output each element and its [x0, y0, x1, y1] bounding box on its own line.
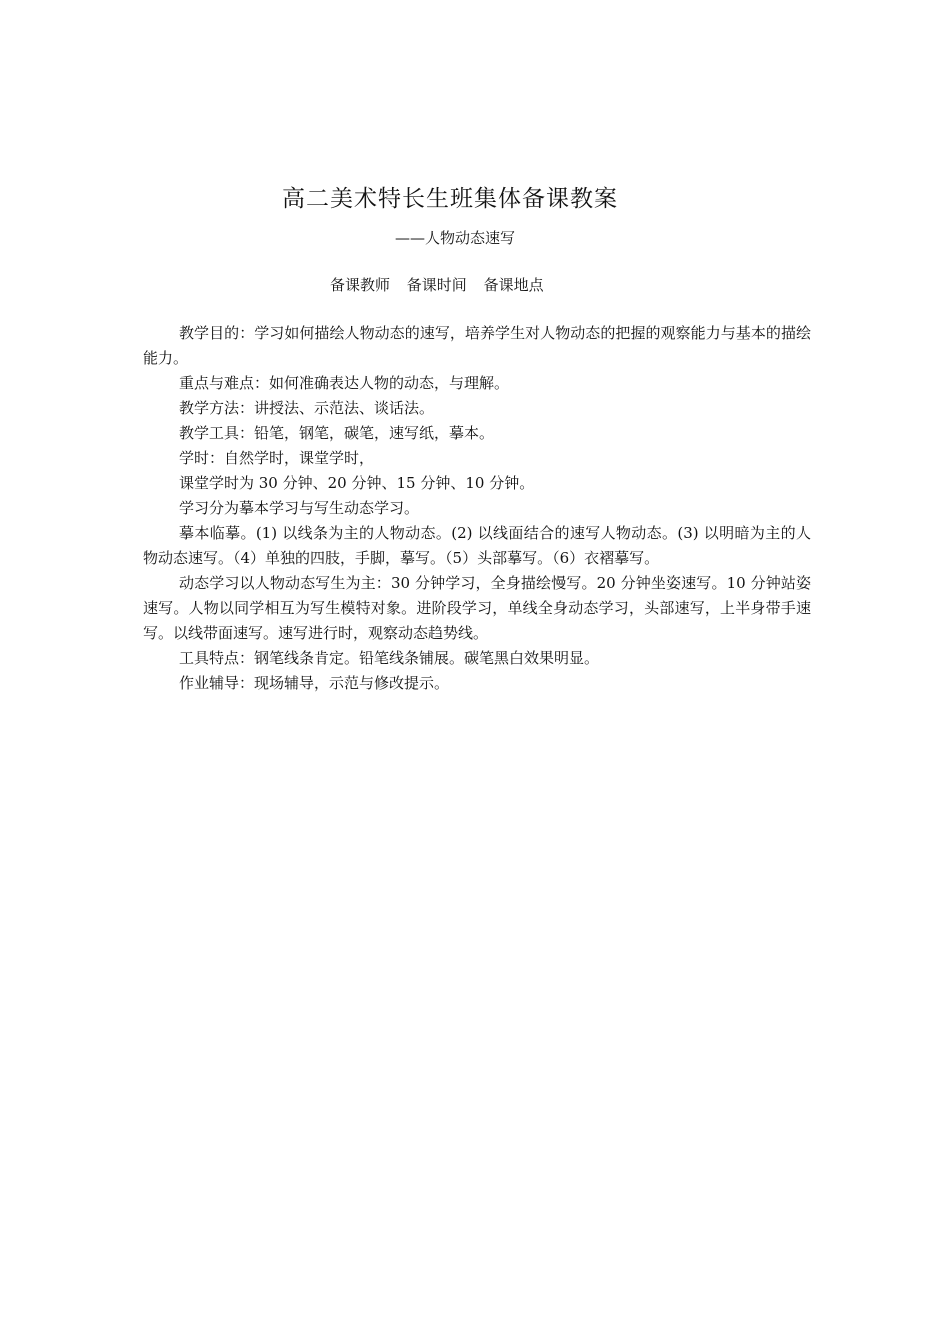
paragraph-dynamic-study: 动态学习以人物动态写生为主：30 分钟学习，全身描绘慢写。20 分钟坐姿速写。10 分钟站姿速写。人物以同学相互为写生模特对象。进阶段学习，单线全身动态学习，头部速写，上半身带手速写。以线带面速写。速写进行时，观察动态趋势线。 [143, 574, 811, 642]
paragraph-teaching-tools: 教学工具：铅笔，钢笔，碳笔，速写纸，摹本。 [179, 424, 495, 442]
document-subtitle: ——人物动态速写 [395, 229, 516, 247]
paragraph-copy-practice: 摹本临摹。(1) 以线条为主的人物动态。(2) 以线面结合的速写人物动态。(3) 以明暗为主的人物动态速写。（4）单独的四肢，手脚，摹写。（5）头部摹写。（6）衣褶摹写。 [143, 524, 811, 567]
teacher-label: 备课教师 [330, 276, 391, 294]
paragraph-teaching-goal: 教学目的：学习如何描绘人物动态的速写，培养学生对人物动态的把握的观察能力与基本的描绘能力。 [143, 324, 811, 367]
document-body [143, 321, 811, 696]
paragraph-homework-guidance: 作业辅导：现场辅导，示范与修改提示。 [179, 674, 450, 692]
paragraph-class-hours: 学时：自然学时，课堂学时， [179, 449, 375, 467]
place-label: 备课地点 [483, 276, 544, 294]
preparation-info [330, 274, 552, 296]
paragraph-class-time: 课堂学时为 30 分钟、20 分钟、15 分钟、10 分钟。 [179, 474, 535, 492]
paragraph-key-points: 重点与难点：如何准确表达人物的动态，与理解。 [179, 374, 510, 392]
time-label: 备课时间 [406, 276, 467, 294]
paragraph-study-types: 学习分为摹本学习与写生动态学习。 [179, 499, 420, 517]
paragraph-tool-features: 工具特点：钢笔线条肯定。铅笔线条铺展。碳笔黑白效果明显。 [179, 649, 600, 667]
paragraph-teaching-methods: 教学方法：讲授法、示范法、谈话法。 [179, 399, 435, 417]
document-title: 高二美术特长生班集体备课教案 [282, 186, 618, 212]
